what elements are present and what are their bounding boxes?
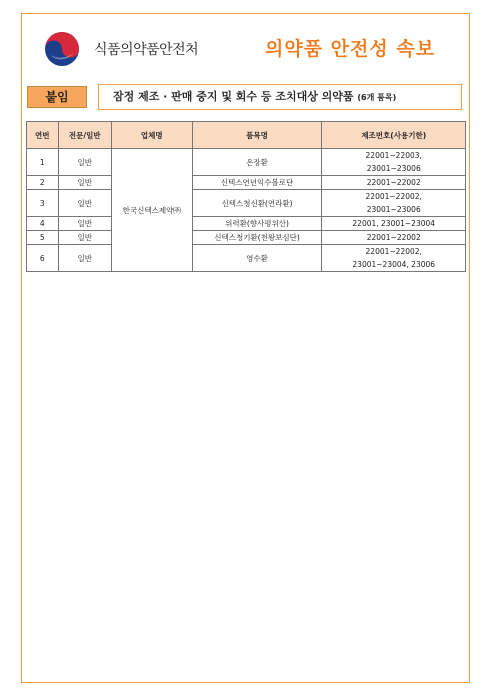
cell-no: 4 (27, 217, 59, 231)
cell-lot: 22001~22002 (322, 176, 466, 190)
col-header-company: 업체명 (111, 122, 192, 149)
cell-no: 2 (27, 176, 59, 190)
lot-line: 22001~22002, (365, 192, 422, 201)
cell-product: 온장환 (192, 149, 322, 176)
cell-product: 신텍스청신환(연라환) (192, 190, 322, 217)
cell-type: 일반 (58, 176, 111, 190)
lot-line: 23001~23004, 23006 (352, 260, 436, 269)
lot-line: 23001~23006 (366, 164, 421, 173)
subject-box (98, 84, 462, 110)
document-title: 의약품 안전성 속보 (265, 38, 436, 60)
cell-no: 3 (27, 190, 59, 217)
cell-no: 1 (27, 149, 59, 176)
cell-lot: 22001, 23001~23004 (322, 217, 466, 231)
table-row (27, 231, 466, 245)
cell-type: 일반 (58, 190, 111, 217)
subject-text: 잠정 제조 · 판매 중지 및 회수 등 조치대상 의약품 (113, 90, 354, 103)
lot-line: 23001~23006 (366, 205, 421, 214)
recall-table (26, 121, 466, 272)
table-row (27, 245, 466, 272)
cell-lot (322, 190, 466, 217)
agency-name: 식품의약품안전처 (94, 42, 199, 58)
cell-type: 일반 (58, 149, 111, 176)
col-header-no: 연번 (27, 122, 59, 149)
cell-no: 5 (27, 231, 59, 245)
table-row (27, 149, 466, 176)
cell-lot (322, 149, 466, 176)
cell-type: 일반 (58, 245, 111, 272)
cell-type: 일반 (58, 217, 111, 231)
table-row (27, 190, 466, 217)
attachment-tag: 붙임 (27, 86, 87, 108)
lot-line: 22001~22002, (365, 247, 422, 256)
cell-lot: 22001~22002 (322, 231, 466, 245)
lot-line: 22001~22003, (365, 151, 422, 160)
cell-product: 신텍스청기환(천왕보심단) (192, 231, 322, 245)
col-header-product: 품목명 (192, 122, 322, 149)
cell-type: 일반 (58, 231, 111, 245)
document-header (22, 14, 469, 74)
cell-no: 6 (27, 245, 59, 272)
table-header-row (27, 122, 466, 149)
item-count: (6개 품목) (357, 93, 397, 102)
cell-product: 영수환 (192, 245, 322, 272)
cell-product: 위력환(향사평위산) (192, 217, 322, 231)
government-emblem-icon (44, 31, 80, 67)
cell-product: 신텍스연년익수볼로단 (192, 176, 322, 190)
document-page (21, 13, 470, 683)
table-row (27, 217, 466, 231)
col-header-type: 전문/일반 (58, 122, 111, 149)
cell-lot (322, 245, 466, 272)
col-header-lot: 제조번호(사용기한) (322, 122, 466, 149)
cell-company: 한국신텍스제약㈜ (111, 149, 192, 272)
table-row (27, 176, 466, 190)
